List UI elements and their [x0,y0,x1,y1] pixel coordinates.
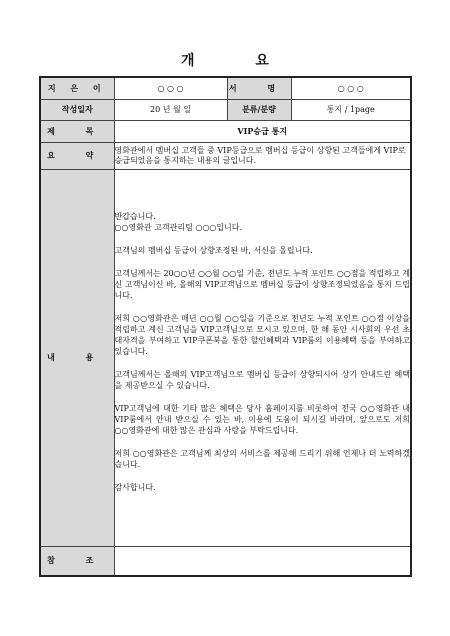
category-value: 통지 / 1page [291,99,411,120]
document-form [39,76,412,577]
author-value: ○ ○ ○ [114,77,227,99]
date-value: 20 년 월 일 [114,99,227,120]
subject-label: 제 목 [40,120,114,142]
content-paragraph: 고객님께서는 20○○년 ○○월 ○○일 기준, 전년도 누적 포인트 ○○점을 적립하고 계신 고객님이신 바, 올해의 VIP고객님으로 멤버십 등급이 상향조정되었음을 통지 드립니다. [114,268,410,300]
content-paragraph: 고객님께서는 올해의 VIP고객님으로 멤버십 등급이 상향되시어 상기 안내드린 혜택을 제공받으실 수 있습니다. [114,369,410,390]
summary-label: 요 약 [40,142,114,169]
reference-label: 참 조 [40,546,114,576]
reviewer-label: 서 명 [227,77,291,99]
content-body [114,169,411,546]
content-paragraph: 저희 ○○영화관은 고객님께 최상의 서비스를 제공해 드리기 위해 언제나 더 노력하겠습니다. [114,448,410,469]
reviewer-value: ○ ○ ○ [291,77,411,99]
category-label: 분류/분량 [227,99,291,120]
subject-value: VIP승급 통지 [114,120,411,142]
content-paragraph: 고객님의 멤버십 등급이 상향조정된 바, 서신을 올립니다. [114,245,313,255]
content-paragraph: VIP고객님에 대한 기타 많은 혜택은 당사 홈페이지를 비롯하여 전국 ○○영화관 내 VIP룸에서 안내 받으실 수 있는 바, 이용에 도움이 되시길 바라며, 앞으로도 저희 ○○영화관에 대한 많은 관심과 사랑을 부탁드립니다. [114,403,410,435]
reference-value [114,546,411,576]
content-label: 내 용 [40,169,114,546]
content-paragraph: 저희 ○○영화관은 매년 ○○월 ○○일을 기준으로 전년도 누적 포인트 ○○점 이상을 적립하고 계신 고객님을 VIP고객님으로 모시고 있으며, 한 해 동안 시사회의 우선 초대자격을 부여하고 VIP쿠폰북을 통한 할인혜택과 VIP룸의 이용혜택 등을 부여하고 있습니다. [114,313,410,356]
summary-value: 영화관에서 멤버십 고객들 중 VIP등급으로 멤버십 등급이 상향된 고객들에게 VIP로 승급되었음을 통지하는 내용의 글입니다. [114,142,411,169]
date-label: 작성일자 [40,99,114,120]
content-paragraphs [115,211,411,493]
content-paragraph: 반갑습니다. ○○영화관 고객관리팀 ○○○입니다. [114,211,243,232]
content-paragraph: 감사합니다. [114,482,156,492]
page-title: 개 요 [181,53,297,69]
author-label: 지 은 이 [40,77,114,99]
